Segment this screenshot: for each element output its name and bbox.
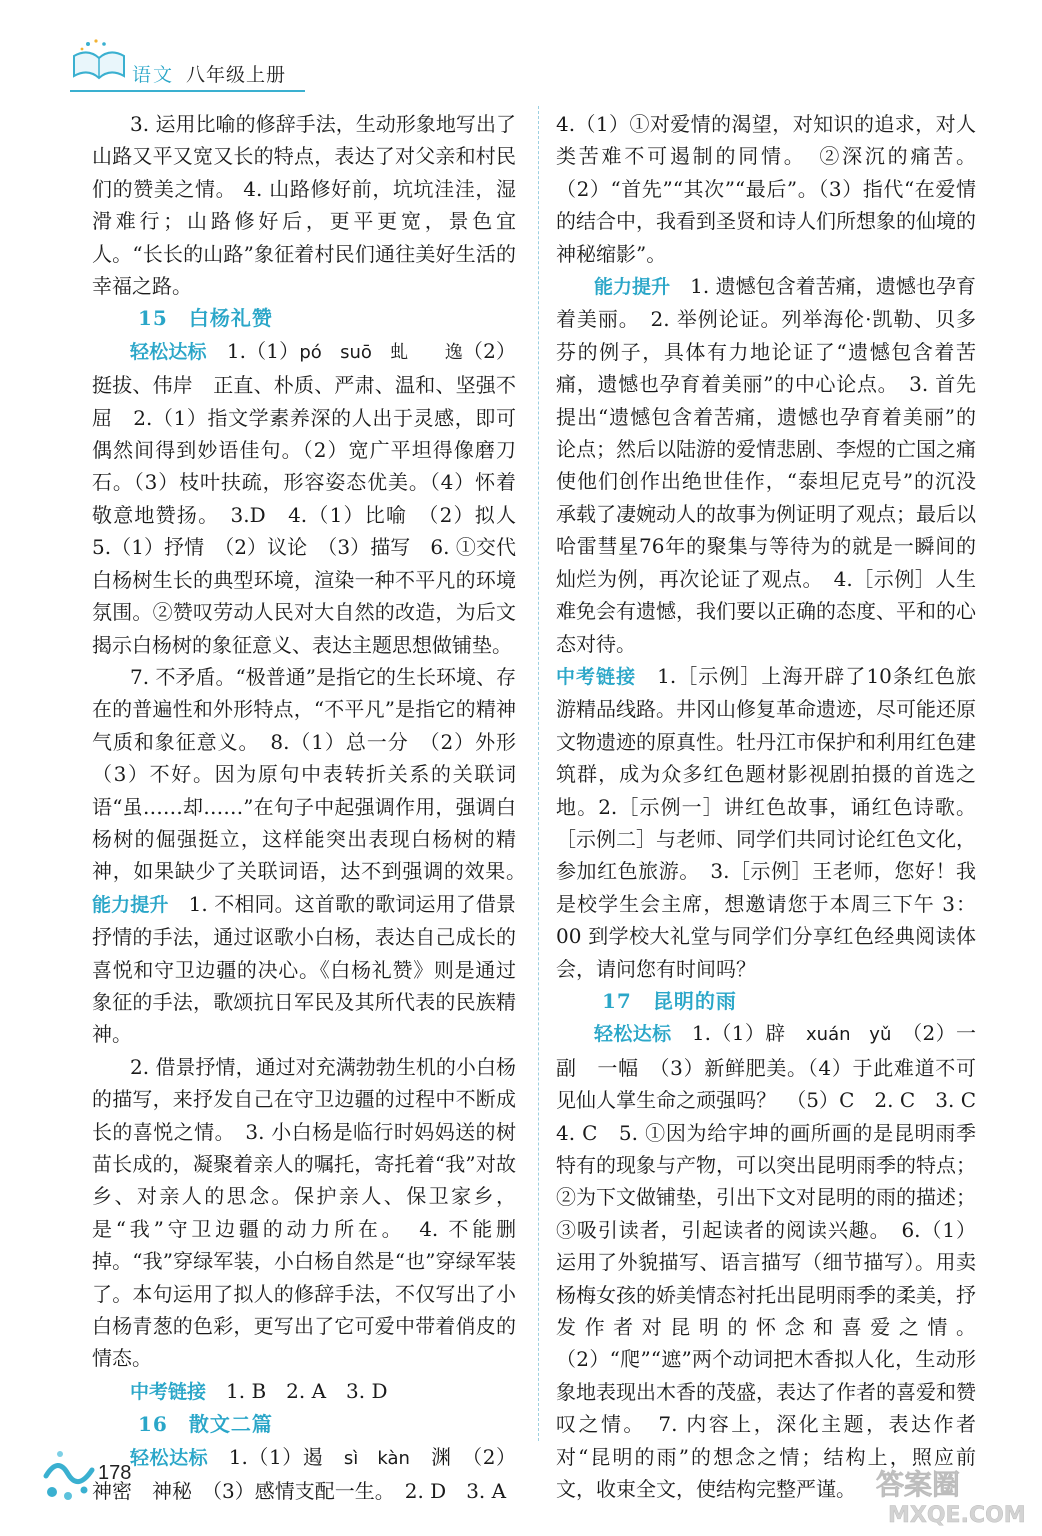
answer-text: 渊 （2）神密 神秘 （3）感情支配一生。 2. D 3. A xyxy=(92,1444,516,1504)
right-column xyxy=(556,108,996,1505)
answer-paragraph xyxy=(92,1375,516,1408)
answer-text: 1. 遗憾包含着苦痛，遗憾也孕育着美丽。 2. 举例论证。列举海伦·凯勒、贝多芬的例子，具体有力地论证了“遗憾包含着苦痛，遗憾也孕育着美丽”的中心论点。 3. 首先提出“遗憾包含着苦痛，遗憾也孕育着美丽”的论点；然后以陆游的爱情悲剧、李煜的亡国之痛使他们创作出绝世佳作，“泰坦尼克号”的沉没承载了凄婉动人的故事为例证明了观点；最后以哈雷彗星76年的聚集与等待为的就是一瞬间的灿烂为例，再次论证了观点。 4.［示例］人生难免会有遗憾，我们要以正确的态度、平和的心态对待。 xyxy=(556,274,976,656)
header-underline xyxy=(70,90,305,92)
answer-paragraph xyxy=(92,335,536,661)
tag-easy: 轻松达标 xyxy=(130,1446,209,1469)
pinyin-text: xuán yǔ xyxy=(806,1024,892,1046)
left-column xyxy=(92,108,536,1507)
answer-text: 1. 不相同。这首歌的歌词运用了借景抒情的手法，通过讴歌小白杨，表达自己成长的喜悦和守卫边疆的决心。《白杨礼赞》则是通过象征的手法，歌颂抗日军民及其所代表的民族精神。 xyxy=(92,891,516,1047)
answer-paragraph: 3. 运用比喻的修辞手法，生动形象地写出了山路又平又宽又长的特点，表达了对父亲和村民们的赞美之情。 4. 山路修好前，坑坑洼洼，湿滑难行；山路修好后，更平更宽，景色宜人。“长长的山路”象征着村民们通往美好生活的幸福之路。 xyxy=(92,112,516,299)
answer-text: 1.［示例］上海开辟了10条红色旅游精品线路。井冈山修复革命遗迹，尽可能还原文物遗迹的原真性。牡丹江市保护和利用红色建筑群，成为众多红色题材影视剧拍摄的首选之地。2.［示例一］讲红色故事，诵红色诗歌。［示例二］与老师、同学们共同讨论红色文化，参加红色旅游。 3.［示例］王老师，您好！我是校学生会主席，想邀请您于本周三下午 3：00 到学校大礼堂与同学们分享红色经典阅读体会，请问您有时间吗？ xyxy=(556,663,977,981)
svg-text:答案圈: 答案圈 xyxy=(876,1468,961,1501)
answer-text: 1. B 2. A 3. D xyxy=(226,1378,388,1403)
answer-text: （2）挺拔、伟岸 正直、朴质、严肃、温和、坚强不屈 2.（1）指文学素养深的人出于灵感，即可偶然间得到妙语佳句。（2）宽广平坦得像磨刀石。（3）枝叶扶疏，形容姿态优美。（4）怀着敬意地赞扬。 3.D 4.（1）比喻 （2）拟人 5.（1）抒情 （2）议论 （3）描写 6. ①交代白杨树生长的典型环境，渲染一种不平凡的环境氛围。②赞叹劳动人民对大自然的改造，为后文揭示白杨树的象征意义、表达主题思想做铺垫。 xyxy=(92,338,536,657)
page-number: 178 xyxy=(98,1462,132,1484)
answer-paragraph: 4.（1）①对爱情的渴望，对知识的追求，对人类苦难不可遏制的同情。 ②深沉的痛苦。（2）“首先”“其次”“最后”。（3）指代“在爱情的结合中，我看到圣贤和诗人们所想象的仙境的神秘缩影”。 xyxy=(556,112,976,266)
header-subject: 语文 xyxy=(132,64,175,86)
svg-text:MXQE.COM: MXQE.COM xyxy=(888,1503,1026,1528)
tag-exam: 中考链接 xyxy=(130,1380,207,1403)
column-divider xyxy=(538,106,539,1441)
answer-paragraph xyxy=(92,661,516,1051)
answer-text: 1.（1）辟 xyxy=(691,1021,786,1046)
section-title-16: 16 散文二篇 xyxy=(138,1412,273,1437)
section-title-15: 15 白杨礼赞 xyxy=(138,306,273,331)
answer-paragraph xyxy=(556,270,976,660)
tag-exam: 中考链接 xyxy=(556,665,637,688)
answer-text: 1.（1） xyxy=(226,338,300,363)
answer-paragraph xyxy=(556,660,976,985)
answer-text: 7. 不矛盾。“极普通”是指它的生长环境、存在的普遍性和外形特点，“不平凡”是指它的精神气质和象征意义。 8.（1）总一分 （2）外形（3）不好。因为原句中表转折关系的关联词语“虽……却……”在句子中起强调作用，强调白杨树的倔强挺立，这样能突出表现白杨树的精神，如果缺少了关联词语，达不到强调的效果。 xyxy=(92,664,516,884)
watermark-logo-icon xyxy=(870,1462,1026,1528)
answer-paragraph xyxy=(92,1441,516,1508)
tag-easy: 轻松达标 xyxy=(594,1023,672,1046)
tag-easy: 轻松达标 xyxy=(130,340,207,363)
pinyin-text: sì kàn xyxy=(343,1447,410,1469)
header-grade: 八年级上册 xyxy=(186,64,287,86)
answer-text: 1.（1）遏 xyxy=(228,1444,324,1469)
section-title-17: 17 昆明的雨 xyxy=(602,988,737,1013)
tag-ability: 能力提升 xyxy=(92,893,169,916)
answer-text: （2）一副 一幅 （3）新鲜肥美。（4）于此难道不可见仙人掌生命之顽强吗？ （5）C 2. C 3. C 4. C 5. ①因为给宇坤的画所画的是昆明雨季特有的现象与产物，可以突出昆明雨季的特点；②为下文做铺垫，引出下文对昆明的雨的描述；③吸引读者，引起读者的阅读兴趣。 6.（1）运用了外貌描写、语言描写（细节描写）。用卖杨梅女孩的娇美情态衬托出昆明雨季的柔美，抒发作者对昆明的怀念和喜爱之情。（2）“爬”“遮”两个动词把木香拟人化，生动形象地表现出木香的茂盛，表达了作者的喜爱和赞叹之情。 7. 内容上，深化主题，表达作者对“昆明的雨”的想念之情；结构上，照应前文，收束全文，使结构完整严谨。 xyxy=(556,1021,996,1502)
answer-paragraph xyxy=(556,1017,996,1505)
open-book-icon xyxy=(70,36,128,84)
pinyin-text: pó suō 虬 逸 xyxy=(299,341,463,363)
splash-decoration-icon xyxy=(38,1436,100,1506)
answer-paragraph: 2. 借景抒情，通过对充满勃勃生机的小白杨的描写，来抒发自己在守卫边疆的过程中不断成长的喜悦之情。 3. 小白杨是临行时妈妈送的树苗长成的，凝聚着亲人的嘱托，寄托着“我”对故乡、对亲人的思念。保护亲人、保卫家乡，是“我”守卫边疆的动力所在。 4. 不能删掉。“我”穿绿军装，小白杨自然是“也”穿绿军装了。本句运用了拟人的修辞手法，不仅写出了小白杨青葱的色彩，更写出了它可爱中带着俏皮的情态。 xyxy=(92,1054,516,1371)
tag-ability: 能力提升 xyxy=(594,276,671,299)
